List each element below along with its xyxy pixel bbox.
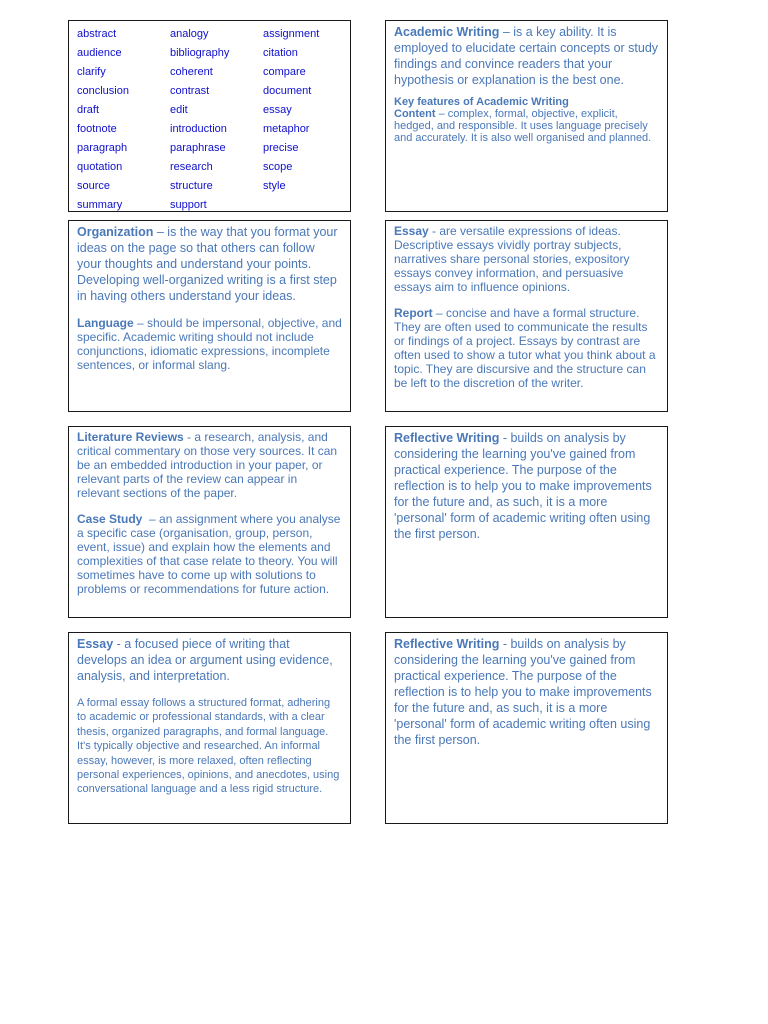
vocab-word: contrast — [170, 85, 210, 97]
vocab-word: assignment — [263, 28, 320, 40]
academic-writing-definition — [394, 24, 659, 88]
key-features-heading: Key features of Academic Writing — [394, 96, 569, 108]
language-text: – should be impersonal, objective, and specific. Academic writing should not include conjunctions, idiomatic expressions, incomplete sentences, or informal slang. — [77, 316, 342, 372]
essay-report-card — [385, 220, 668, 412]
term-literature-reviews: Literature Reviews — [77, 430, 184, 444]
vocab-word: analogy — [170, 28, 209, 40]
case-study-definition — [77, 512, 342, 596]
essay-formal-informal-text: A formal essay follows a structured format, adhering to academic or professional standards, with a clear thesis, organized paragraphs, and formal language. It's typically objective and researched. An informal essay, however, is more relaxed, often reflecting personal experiences, opinions, and anecdotes, using conversational language and a less rigid structure. — [77, 697, 340, 796]
essay-formal-card — [68, 632, 351, 824]
vocab-word: clarify — [77, 66, 106, 78]
organization-card — [68, 220, 351, 412]
vocab-word: audience — [77, 47, 122, 59]
vocab-word: bibliography — [170, 47, 230, 59]
term-academic-writing: Academic Writing — [394, 25, 500, 39]
vocab-word: essay — [263, 104, 292, 116]
vocab-word: document — [263, 85, 312, 97]
essay-focused-definition — [77, 636, 342, 684]
academic-writing-card — [385, 20, 668, 212]
report-definition — [394, 306, 659, 390]
content-definition — [394, 108, 659, 144]
vocab-word: introduction — [170, 123, 227, 135]
organization-definition — [77, 224, 342, 304]
case-study-text: – an assignment where you analyse a specific case (organisation, group, person, event, issue) and explain how the elements and complexities of that case relate to theory. You will sometimes have to come up with solutions to problems or recommendations for future action. — [77, 512, 344, 596]
term-reflective-writing: Reflective Writing — [394, 637, 500, 651]
essay-definition — [394, 224, 659, 294]
vocab-word: edit — [170, 104, 188, 116]
term-language: Language — [77, 316, 134, 330]
vocab-word: abstract — [77, 28, 117, 40]
vocab-word: paragraph — [77, 142, 128, 154]
vocabulary-grid — [69, 21, 350, 212]
reflective-writing-definition — [394, 636, 659, 748]
term-essay: Essay — [77, 637, 114, 651]
vocab-word: quotation — [77, 161, 123, 173]
literature-case-card — [68, 426, 351, 618]
term-reflective-writing: Reflective Writing — [394, 431, 500, 445]
content-text: – complex, formal, objective, explicit, hedged, and responsible. It uses language precisely and accurately. It is also well organised and planned. — [394, 108, 652, 144]
reflective-writing-definition — [394, 430, 659, 542]
vocab-word: precise — [263, 142, 299, 154]
essay-focused-text: - a focused piece of writing that develops an idea or argument using evidence, analysis, and interpretation. — [77, 637, 333, 683]
term-report: Report — [394, 306, 433, 320]
language-definition — [77, 316, 342, 372]
vocab-word: metaphor — [263, 123, 310, 135]
vocab-word: source — [77, 180, 111, 192]
vocab-word: summary — [77, 199, 123, 211]
term-essay: Essay — [394, 224, 429, 238]
vocab-word: draft — [77, 104, 100, 116]
reflective-writing-text: - builds on analysis by considering the learning you've gained from practical experience. The purpose of the reflection is to help you to make improvements for the future and, as such, it is a more 'personal' form of academic writing often using the first person. — [394, 637, 652, 747]
term-organization: Organization — [77, 225, 154, 239]
organization-text: – is the way that you format your ideas on the page so that others can follow your thoughts and understand your points. Developing well-organized writing is a first step in having others understand your ideas. — [77, 225, 338, 303]
vocab-word: scope — [263, 161, 293, 173]
term-content: Content — [394, 108, 436, 120]
vocab-word: structure — [170, 180, 213, 192]
reflective-writing-card — [385, 426, 668, 618]
vocab-word: research — [170, 161, 213, 173]
vocabulary-card — [68, 20, 351, 212]
vocab-word: compare — [263, 66, 306, 78]
vocab-word: paraphrase — [170, 142, 226, 154]
vocab-word: coherent — [170, 66, 213, 78]
vocab-word: conclusion — [77, 85, 129, 97]
term-case-study: Case Study — [77, 512, 143, 526]
literature-review-definition — [77, 430, 342, 500]
reflective-writing-card — [385, 632, 668, 824]
reflective-writing-text: - builds on analysis by considering the learning you've gained from practical experience. The purpose of the reflection is to help you to make improvements for the future and, as such, it is a more 'personal' form of academic writing often using the first person. — [394, 431, 652, 541]
academic-writing-text: – is a key ability. It is employed to elucidate certain concepts or study findings and convince readers that your hypothesis or explanation is the best one. — [394, 25, 659, 87]
vocab-word: support — [170, 199, 207, 211]
vocab-word: style — [263, 180, 286, 192]
vocab-word: footnote — [77, 123, 117, 135]
essay-text: - are versatile expressions of ideas. Descriptive essays vividly portray subjects, narratives share personal stories, expository essays convey information, and persuasive essays aim to influence opinions. — [394, 224, 630, 294]
vocab-word: citation — [263, 47, 298, 59]
report-text: – concise and have a formal structure. They are often used to communicate the results or findings of a project. Essays by contrast are often used to show a tutor what you think about a topic. They are discursive and the structure can be left to the discretion of the writer. — [394, 306, 656, 390]
literature-review-text: - a research, analysis, and critical commentary on those very sources. It can be an embedded introduction in your paper, or relevant parts of the review can appear in relevant sections of the paper. — [77, 430, 338, 500]
